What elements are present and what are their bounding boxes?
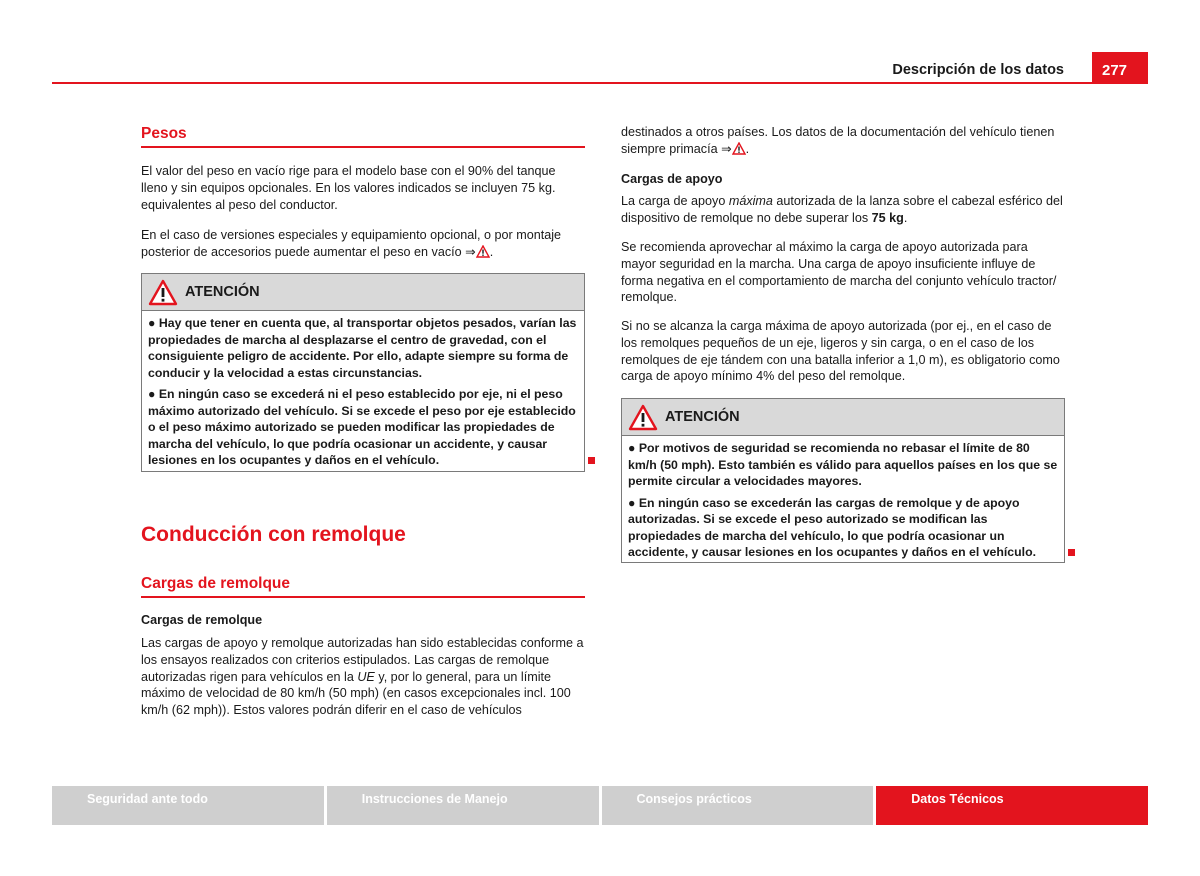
footer-tab-seguridad[interactable]: Seguridad ante todo — [52, 786, 324, 825]
page-number: 277 — [1092, 52, 1148, 84]
end-marker — [1068, 549, 1075, 556]
apoyo-p1-em: máxima — [728, 194, 773, 208]
header-title: Descripción de los datos — [892, 62, 1064, 78]
cargas-paragraph-b: y, por lo general, para un límite máximo de velocidad de 80 km/h (50 mph) (en casos excepcionales incl. 100 km/h (62 mph)). Estos valores podrán diferir en el caso de vehículos — [141, 669, 571, 718]
warning-triangle-icon — [628, 404, 658, 431]
warning-box-2-title: ATENCIÓN — [665, 409, 740, 425]
pesos-heading: Pesos — [141, 125, 187, 142]
warning-triangle-icon — [476, 245, 490, 258]
apoyo-paragraph-1 — [621, 193, 1065, 227]
warning-1-item-1: ● Hay que tener en cuenta que, al transportar objetos pesados, varían las propiedades de marcha al desplazarse el centro de gravedad, con el consiguiente peligro de accidente. Por ello, adapte siempre su forma de conducir y la velocidad a estas circunstancias. — [148, 316, 577, 380]
section-title: Conducción con remolque — [141, 523, 406, 546]
continued-paragraph-text: destinados a otros países. Los datos de la documentación del vehículo tienen siempre primacía ⇒ — [621, 125, 1055, 156]
apoyo-paragraph-3: Si no se alcanza la carga máxima de apoyo autorizada (por ej., en el caso de los remolques pequeños de un eje, ligeros y sin carga, o en el caso de los remolques de eje tándem con una batalla inferior a 1,0 m), es obligatorio como carga de apoyo mínimo 4% del peso del remolque. — [621, 319, 1060, 384]
footer-tab-instrucciones[interactable]: Instrucciones de Manejo — [327, 786, 599, 825]
footer-tab-consejos[interactable]: Consejos prácticos — [602, 786, 874, 825]
cargas-subheading: Cargas de remolque — [141, 613, 263, 627]
warning-box-2-header — [622, 399, 1064, 436]
apoyo-p1-a: La carga de apoyo — [621, 194, 729, 208]
footer-tab-datos-tecnicos[interactable]: Datos Técnicos — [876, 786, 1148, 825]
warning-triangle-icon — [148, 279, 178, 306]
warning-box-1-body — [142, 311, 584, 472]
warning-box-2-body — [622, 436, 1064, 564]
pesos-paragraph-2-text: En el caso de versiones especiales y equipamiento opcional, o por montaje posterior de accesorios puede aumentar el peso en vacío ⇒ — [141, 228, 562, 259]
pesos-heading-rule — [141, 146, 585, 148]
warning-1-item-2: ● En ningún caso se excederá ni el peso establecido por eje, ni el peso máximo autorizado del vehículo. Si se excede el peso por eje establecido o el peso máximo autorizado se pueden modificar las propiedades de marcha del vehículo, lo que podría ocasionar un accidente, y causar lesiones en los ocupantes y daños en el vehículo. — [148, 387, 576, 467]
pesos-paragraph-2: En el caso de versiones especiales y equipamiento opcional, o por montaje posterior de accesorios puede aumentar el peso en vacío ⇒ . — [141, 228, 562, 259]
cargas-heading: Cargas de remolque — [141, 575, 291, 592]
header-rule — [52, 82, 1148, 84]
cargas-paragraph — [141, 635, 585, 719]
warning-box-2 — [621, 398, 1065, 563]
cargas-heading-rule — [141, 596, 585, 598]
continued-paragraph: destinados a otros países. Los datos de la documentación del vehículo tienen siempre primacía ⇒ . — [621, 125, 1055, 156]
warning-box-1-title: ATENCIÓN — [185, 284, 260, 300]
pesos-paragraph-1: El valor del peso en vacío rige para el modelo base con el 90% del tanque lleno y sin equipos opcionales. En los valores indicados se incluyen 75 kg. equivalentes al peso del conductor. — [141, 164, 556, 212]
end-marker — [588, 457, 595, 464]
footer-nav — [52, 786, 1148, 825]
apoyo-p1-strong: 75 kg — [871, 210, 904, 225]
warning-box-1-header — [142, 274, 584, 311]
cargas-paragraph-ue: UE — [357, 669, 375, 684]
apoyo-p1-end: . — [903, 210, 908, 225]
apoyo-paragraph-2: Se recomienda aprovechar al máximo la carga de apoyo autorizada para mayor seguridad en la marcha. Una carga de apoyo insuficiente influye de forma negativa en el comportamiento de marcha del conjunto vehículo tractor/ remolque. — [621, 240, 1057, 305]
apoyo-heading: Cargas de apoyo — [621, 172, 723, 186]
cargas-paragraph-a: Las cargas de apoyo y remolque autorizadas han sido establecidas conforme a los ensayos realizados con criterios estipulados. Las cargas de remolque autorizadas rigen para vehículos en la — [141, 636, 584, 684]
apoyo-p1-b: autorizada de la lanza sobre el cabezal esférico del dispositivo de remolque no debe superar los — [621, 194, 1063, 225]
warning-2-item-1: ● Por motivos de seguridad se recomienda no rebasar el límite de 80 km/h (50 mph). Esto también es válido para aquellos países en los que se permite circular a velocidades mayores. — [628, 441, 1058, 488]
warning-2-item-2: ● En ningún caso se excederán las cargas de remolque y de apoyo autorizadas. Si se excede el peso autorizado se modifican las propiedades de marcha del vehículo, lo que podría ocasionar un accidente, y causar lesiones en los ocupantes y daños en el vehículo. — [628, 495, 1037, 559]
warning-triangle-icon — [732, 142, 746, 155]
warning-box-1 — [141, 273, 585, 472]
